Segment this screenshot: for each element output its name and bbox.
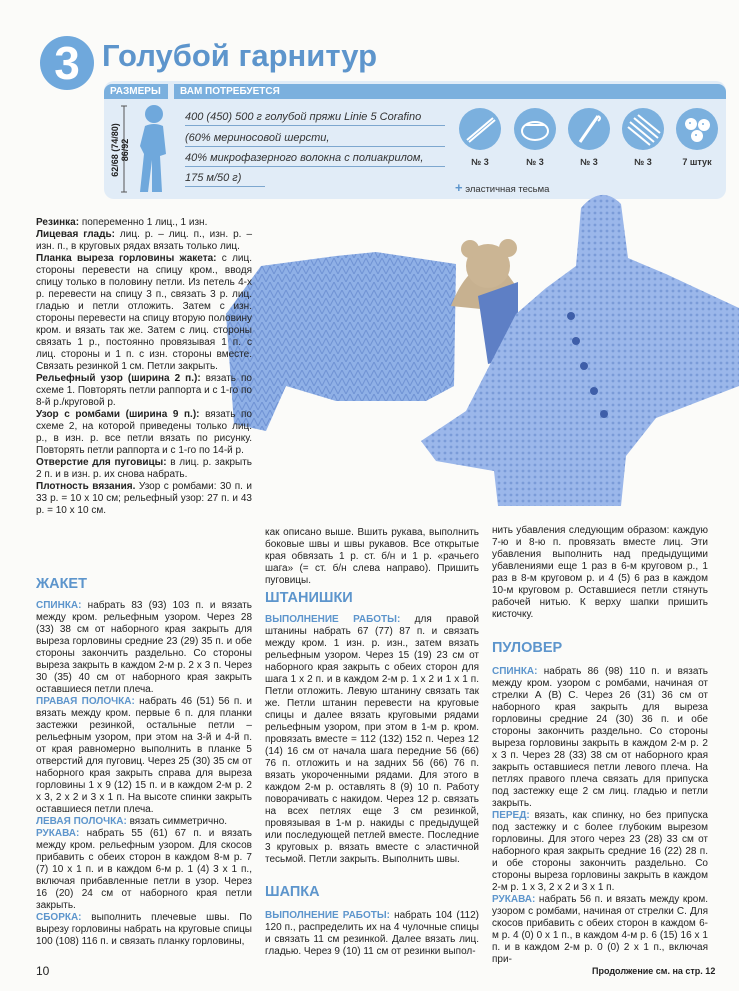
para-text: вязать симметрично.	[126, 816, 228, 827]
knitted-set-photo	[226, 186, 739, 506]
para-text: набрать 86 (98) 110 п. и вязать между кром. узором с ромбами, начиная от стрелки А (В) С. Через 26 (31) 36 см от наборного края закрыть для выреза горловины средние 24 (30) 36 п. и обе стороны закончить раздельно. Со стороны выреза горловины закрыть в каждом 2-м р. 2 х 3 п. Через 28 (33) 38 см от наборного края закрыть оставшиеся петли левого плеча. На петлях правого плеча связать для припуска под застежку еще 2 см лиц. гладью и петли закрыть.	[492, 666, 708, 809]
term: Резинка:	[36, 217, 80, 228]
keyword: ВЫПОЛНЕНИЕ РАБОТЫ:	[265, 910, 390, 921]
yarn-line-2: (60% мериносовой шерсти,	[185, 132, 445, 147]
elastic-label: эластичная тесьма	[465, 184, 550, 195]
para-text: выполнить плечевые швы. По вырезу горловины набрать на круговые спицы 100 (108) 116 п. и связать планку горловины,	[36, 912, 252, 947]
sizes-line-2: 86/92	[120, 138, 130, 162]
page-number: 10	[36, 964, 50, 978]
term: Лицевая гладь:	[36, 229, 115, 240]
term-text: лиц. р. – лиц. п., изн. р. – изн. п., в круговых рядах вязать только лиц.	[36, 229, 252, 252]
jacket-para	[36, 912, 252, 948]
tool-label: № 3	[634, 157, 652, 167]
keyword: РУКАВА:	[492, 894, 536, 905]
pullover-para	[492, 666, 708, 810]
jacket-para	[36, 600, 252, 696]
needs-label: ВАМ ПОТРЕБУЕТСЯ	[174, 84, 726, 99]
keyword: ПЕРЕД:	[492, 810, 530, 821]
knitting-needles-icon	[459, 108, 501, 150]
continued-note: Продолжение см. на стр. 12	[592, 966, 716, 976]
jacket-heading: ЖАКЕТ	[36, 576, 87, 592]
keyword: РУКАВА:	[36, 828, 80, 839]
double-pointed-needles-icon	[622, 108, 664, 150]
term-text: с лиц. стороны перевести на спицу кром., вводя спицу только в половину петли. Из петель 4-х р. перевести на спицу 3 п., связать 3 р. лиц. гладью и петли отложить. Затем с изн. стороны перевести на спицу вторую половину кром. и вязать так же. Затем с лиц. стороны связать 1 р., постоянно провязывая 1 п. с лиц. стороны и 1 п. с изн. стороны вместе. Связать резинкой 1 см. Петли закрыть.	[36, 253, 252, 372]
sizes-values	[110, 114, 130, 186]
hat-heading: ШАПКА	[265, 884, 320, 900]
tool-label: № 3	[471, 157, 489, 167]
intro-para	[36, 229, 252, 253]
circular-needle-icon	[514, 108, 556, 150]
yarn-line-4: 175 м/50 г)	[185, 172, 265, 187]
intro-para	[36, 373, 252, 409]
plus-icon: +	[455, 180, 463, 195]
intro-para	[36, 253, 252, 373]
term-text: в лиц. р. закрыть 2 п. и в изн. р. их снова набрать.	[36, 457, 252, 480]
hat-para	[265, 910, 479, 958]
yarn-line-1: 400 (450) 500 г голубой пряжи Linie 5 Corafino	[185, 111, 445, 126]
jacket-continued: как описано выше. Вшить рукава, выполнить боковые швы и швы рукавов. Все открытые края обвязать 1 р. ст. б/н и 1 р. «рачьего шага» (= ст. б/н слева направо). Пришить пуговицы.	[265, 527, 479, 586]
pants-para	[265, 614, 479, 866]
yarn-line-3: 40% микрофазерного волокна с полиакрилом,	[185, 152, 445, 167]
intro-column	[36, 217, 252, 517]
page-title: Голубой гарнитур	[102, 38, 378, 73]
hat-column	[265, 910, 479, 958]
jacket-para	[36, 696, 252, 816]
jacket-para	[36, 828, 252, 912]
tool-label: 7 штук	[682, 157, 712, 167]
intro-para	[36, 481, 252, 517]
section-number: 3	[40, 36, 94, 90]
para-text: для правой штанины набрать 67 (77) 87 п. и связать между кром. 1 изн. р. изн., затем вязать рельефным узором. Через 15 (19) 23 см от наборного края закрыть с обеих сторон для шага 1 х 2 п. и в каждом 2-м р. 1 х 2 и 1 х 1 п. Петли отложить. Левую штанину связать так же. Петли штанин перевести на круговые спицы и далее вязать круговыми рядами рельефным узором, при этом в 1-м р. кром. провязать вместе = 112 (132) 152 п. Через 12 (14) 16 см от начала шага передние 56 (66) 76 п. отложить и на задних 56 (66) 76 п. вязать укороченными рядами. Для этого в каждом 2-м р. оставлять 8 (9) 10 п. Работу поворачивать с накидом. Через 12 р. связать на всех петлях еще 3 см резинкой, провязывая в 1-м р. накиды с предыдущей или последующей петлей вместе. Последние 3 круговых р. вязать вместе с эластичной тесьмой. Петли закрыть. Выполнить швы.	[265, 614, 480, 865]
term: Рельефный узор (ширина 2 п.):	[36, 373, 201, 384]
para-text: набрать 104 (112) 120 п., распределить их на 4 чулочные спицы и связать 11 см резинкой. Далее вязать лиц. гладью. Через 9 (10) 11 см от резинки выпол-	[265, 910, 479, 957]
tool-label: № 3	[580, 157, 598, 167]
term-text: попеременно 1 лиц., 1 изн.	[79, 217, 208, 228]
sizes-label: РАЗМЕРЫ	[104, 84, 168, 99]
term-text: Узор с ромбами: 30 п. и 33 р. = 10 х 10 см; рельефный узор: 27 п. и 43 р. = 10 х 10 см.	[36, 481, 252, 516]
jacket-column	[36, 600, 252, 948]
term: Планка выреза горловины жакета:	[36, 253, 217, 264]
buttons-icon	[676, 108, 718, 150]
keyword: ЛЕВАЯ ПОЛОЧКА:	[36, 816, 127, 827]
crochet-hook-icon	[568, 108, 610, 150]
pullover-heading: ПУЛОВЕР	[492, 640, 563, 656]
pullover-para	[492, 810, 708, 894]
keyword: СПИНКА:	[492, 666, 538, 677]
term: Плотность вязания.	[36, 481, 136, 492]
keyword: ПРАВАЯ ПОЛОЧКА:	[36, 696, 135, 707]
hat-continued: нить убавления следующим образом: каждую 7-ю и 8-ю п. провязать вместе лиц. Эти убавления выполнить над предыдущими убавлениями еще 1 раз в 6-м круговом р., 1 раз в 8-м круговом р. и 4 (5) 6 раз в каждом 10-м круговом р. Оставшиеся петли стянуть рабочей нитью. К верху шапки пришить кисточку.	[492, 525, 708, 620]
term: Отверстие для пуговицы:	[36, 457, 167, 468]
para-text: набрать 83 (93) 103 п. и вязать между кром. рельефным узором. Через 28 (33) 38 см от наборного края закрыть для выреза горловины средние 23 (29) 35 п. и обе стороны закончить раздельно. Со стороны выреза закрыть в каждом 2-м р. 2 х 3 п. Через 30 (35) 40 см от наборного края закрыть оставшиеся петли плеча.	[36, 600, 252, 695]
pullover-column	[492, 666, 708, 966]
term-text: вязать по схеме 1. Повторять петли раппорта и с 1-го по 8-й р./круговой р.	[36, 373, 252, 408]
pullover-para	[492, 894, 708, 966]
pants-heading: ШТАНИШКИ	[265, 590, 353, 606]
term-text: вязать по схеме 2, на которой приведены только лиц. р., в изн. р. все петли вязать по рисунку. Повторять петли раппорта и с 1-го по 14-й р.	[36, 409, 252, 456]
tool-label: № 3	[526, 157, 544, 167]
intro-para	[36, 217, 252, 229]
intro-para	[36, 409, 252, 457]
jacket-para	[36, 816, 252, 828]
pants-column	[265, 614, 479, 866]
term: Узор с ромбами (ширина 9 п.):	[36, 409, 200, 420]
para-text: набрать 46 (51) 56 п. и вязать между кром. первые 6 п. для планки застежки резинкой, остальные петли – рельефным узором, при этом на 3-й и 4-й п. от края равномерно выполнить в планке 5 отверстий для пуговиц. Через 25 (30) 35 см от наборного края закрыть справа для выреза горловины 1 х 9 (12) 15 п. и в каждом 2-м р. 2 х 3, 2 х 2 и 3 х 1 п. На высоте спинки закрыть оставшиеся петли плеча.	[36, 696, 253, 815]
para-text: набрать 56 п. и вязать между кром. узором с ромбами, начиная от стрелки С. Для скосов прибавить с обеих сторон в каждом 6-м р. 4 (0) 0 х 1 п., в каждом 4-м р. 6 (15) 16 х 1 п. и в каждом 2-м р. 0 (0) 2 х 1 п., включая при-	[492, 894, 708, 965]
sizes-line-1: 62/68 (74/80)	[110, 123, 120, 177]
intro-para	[36, 457, 252, 481]
keyword: ВЫПОЛНЕНИЕ РАБОТЫ:	[265, 614, 401, 625]
para-text: вязать, как спинку, но без припуска под застежку и с более глубоким вырезом горловины. Для этого через 23 (28) 33 см от наборного края закрыть средние 16 (22) 28 п. и обе стороны закончить раздельно. Со стороны выреза горловины закрыть в каждом 2-м р. 1 х 3, 2 х 2 и 3 х 1 п.	[492, 810, 708, 893]
para-text: набрать 55 (61) 67 п. и вязать между кром. рельефным узором. Для скосов прибавить с обеих сторон в каждом 8-м р. 7 (7) 10 х 1 п. и в каждом 6-м р. 1 (4) 3 х 1 п., включая прибавленные петли в узор. Через 16 (20) 24 см от наборного края петли закрыть.	[36, 828, 252, 911]
keyword: СПИНКА:	[36, 600, 82, 611]
keyword: СБОРКА:	[36, 912, 82, 923]
